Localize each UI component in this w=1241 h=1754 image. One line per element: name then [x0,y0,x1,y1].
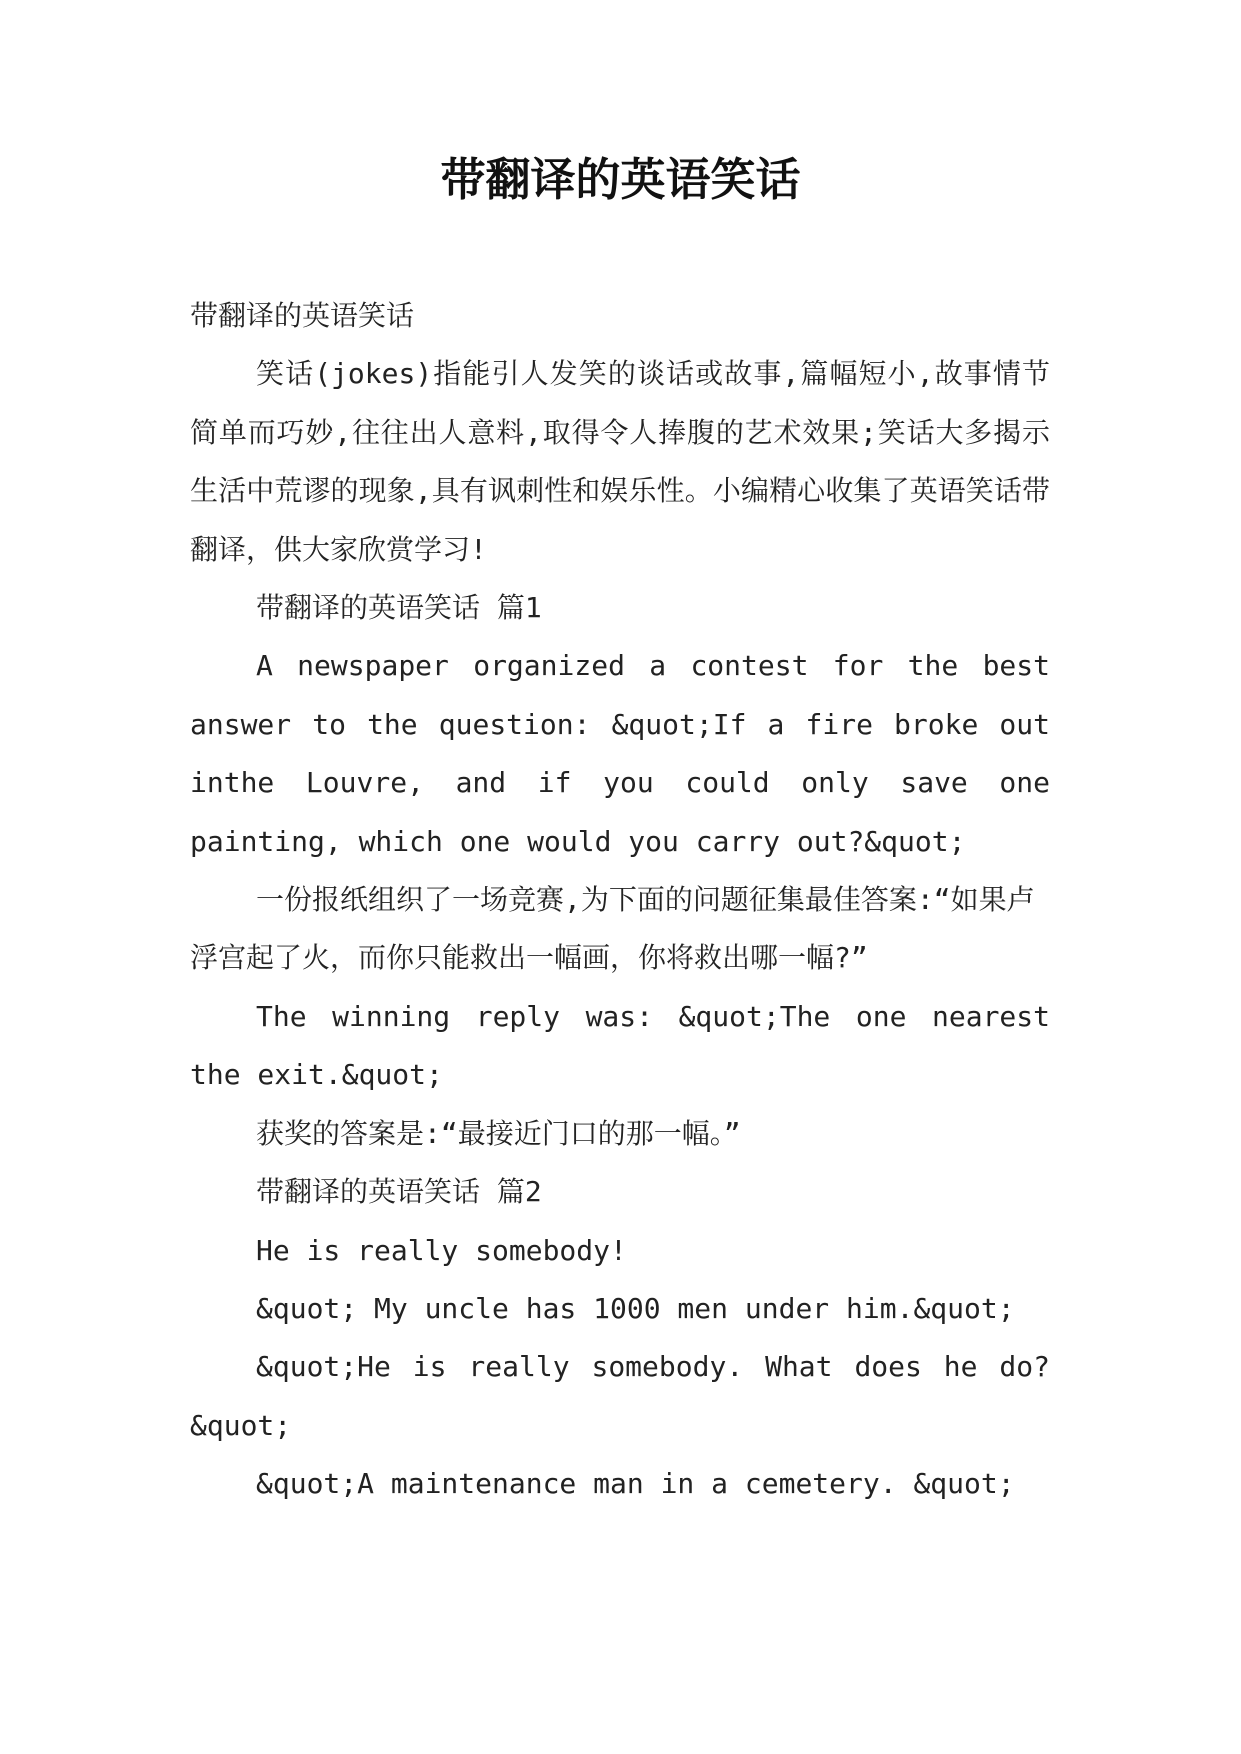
document-body [190,287,1050,1514]
joke-2-line-2: &quot; My uncle has 1000 men under him.&quot; [256,1291,1015,1325]
joke-1-english: A newspaper organized a contest for the best answer to the question: &quot;If a fire broke out inthe Louvre, and if you could only save one painting, which one would you carry out?&quot; [190,649,1050,858]
intro-paragraph: 笑话(jokes)指能引人发笑的谈话或故事,篇幅短小,故事情节简单而巧妙,往往出人意料,取得令人捧腹的艺术效果;笑话大多揭示生活中荒谬的现象,具有讽刺性和娱乐性。小编精心收集了英语笑话带翻译，供大家欣赏学习! [190,357,1050,566]
document-title: 带翻译的英语笑话 [440,153,801,206]
section-heading: 带翻译的英语笑话 [190,299,415,332]
joke-2-line-4: &quot;A maintenance man in a cemetery. &quot; [256,1467,1015,1501]
joke-1-answer-english: The winning reply was: &quot;The one nearest the exit.&quot; [190,999,1050,1092]
joke-1-chinese: 一份报纸组织了一场竞赛,为下面的问题征集最佳答案:“如果卢浮宫起了火，而你只能救出一幅画，你将救出哪一幅?” [190,883,1035,975]
joke-2-heading: 带翻译的英语笑话 篇2 [256,1175,542,1209]
joke-2-line-1: He is really somebody! [256,1233,627,1267]
joke-1-heading: 带翻译的英语笑话 篇1 [256,591,542,625]
joke-1-answer-chinese: 获奖的答案是:“最接近门口的那一幅。” [256,1116,741,1150]
joke-2-line-3: &quot;He is really somebody. What does he do?&quot; [190,1350,1050,1442]
